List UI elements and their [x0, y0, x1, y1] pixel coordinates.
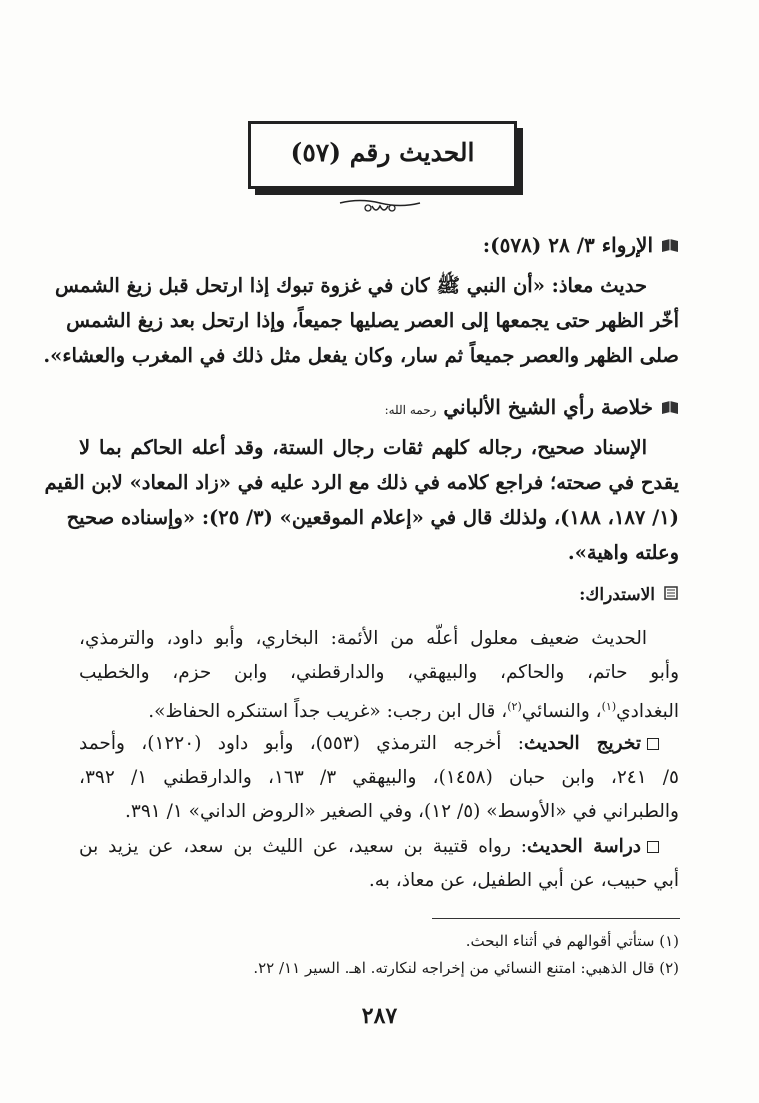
istidrak-heading: الاستدراك:: [579, 585, 655, 605]
book-icon: [661, 397, 679, 421]
book-icon: [661, 235, 679, 259]
section-heading-albani: [385, 395, 679, 421]
square-bullet-icon: [647, 841, 659, 853]
dirasa-label: دراسة الحديث: [527, 836, 641, 857]
text-line: يقدح في صحته؛ فراجع كلامه في ذلك مع الرد عليه في «زاد المعاد» لابن القيم: [44, 471, 679, 494]
page-number: ٢٨٧: [361, 1003, 398, 1029]
hadith-title-box: [248, 121, 517, 189]
hadith-title: الحديث رقم (٥٧): [290, 138, 475, 167]
square-bullet-icon: [647, 738, 659, 750]
text-line: أبي حبيب، عن أبي الطفيل، عن معاذ، به.: [368, 870, 679, 891]
text-line: تخريج الحديث: أخرجه الترمذي (٥٥٣)، وأبو داود (١٢٢٠)، وأحمد: [79, 727, 679, 761]
ornament-icon: [320, 194, 440, 216]
text-line: حديث معاذ: «أن النبي ﷺ كان في غزوة تبوك إذا ارتحل قبل زيغ الشمس: [54, 274, 647, 297]
text-line: الإسناد صحيح، رجاله كلهم ثقات رجال الستة، وقد أعله الحاكم بما لا: [79, 436, 647, 459]
footnotes: [253, 928, 679, 982]
text-line: الحديث ضعيف معلول أعلّه من الأئمة: البخاري، وأبو داود، والترمذي،: [79, 628, 647, 649]
text-line: دراسة الحديث: رواه قتيبة بن سعيد، عن الليث بن سعد، عن يزيد بن: [79, 830, 679, 864]
footnote-divider: [432, 918, 680, 919]
text-line: وعلته واهية».: [567, 541, 679, 564]
text-line: أخّر الظهر حتى يجمعها إلى العصر يصليها جميعاً، وإذا ارتحل بعد زيغ الشمس: [66, 309, 679, 332]
text-line: البغدادي$^{(١)}$، والنسائي$^{(٢)}$، قال ابن رجب: «غريب جداً استنكره الحفاظ».: [148, 700, 679, 723]
takhrij-text: [79, 727, 679, 829]
footnote-ref[interactable]: (١): [601, 700, 617, 713]
albani-summary-text: [44, 430, 679, 570]
text-line: وأبو حاتم، والحاكم، والبيهقي، والدارقطني، وابن حزم، والخطيب: [79, 662, 679, 683]
scroll-icon: [663, 585, 679, 606]
section-heading-irwa: [483, 233, 679, 259]
albani-summary-heading: خلاصة رأي الشيخ الألباني: [443, 395, 653, 419]
honorific: رحمه الله:: [384, 403, 437, 417]
dirasa-text: [79, 830, 679, 898]
footnote-item: (١) ستأتي أقوالهم في أثناء البحث.: [465, 932, 679, 950]
footnote-ref[interactable]: (٢): [507, 700, 522, 713]
section-heading-istidrak: [579, 585, 679, 606]
takhrij-label: تخريج الحديث: [523, 733, 641, 754]
text-line: (١/ ١٨٧، ١٨٨)، ولذلك قال في «إعلام الموقعين» (٣/ ٢٥): «وإسناده صحيح: [66, 506, 679, 529]
text-line: صلى الظهر والعصر جميعاً ثم سار، وكان يفعل مثل ذلك في المغرب والعشاء».: [43, 344, 679, 367]
istidrak-text: [79, 622, 679, 729]
text-line: ٥/ ٢٤١، وابن حبان (١٤٥٨)، والبيهقي ٣/ ١٦٣، والدارقطني ١/ ٣٩٢،: [79, 767, 679, 788]
hadith-text: [43, 268, 679, 373]
text-line: والطبراني في «الأوسط» (٥/ ١٢)، وفي الصغير «الروض الداني» ١/ ٣٩١.: [125, 801, 679, 822]
footnote-item: (٢) قال الذهبي: امتنع النسائي من إخراجه لنكارته. اهـ. السير ١١/ ٢٢.: [253, 959, 679, 977]
irwa-reference: الإرواء ٣/ ٢٨ (٥٧٨):: [482, 233, 653, 257]
